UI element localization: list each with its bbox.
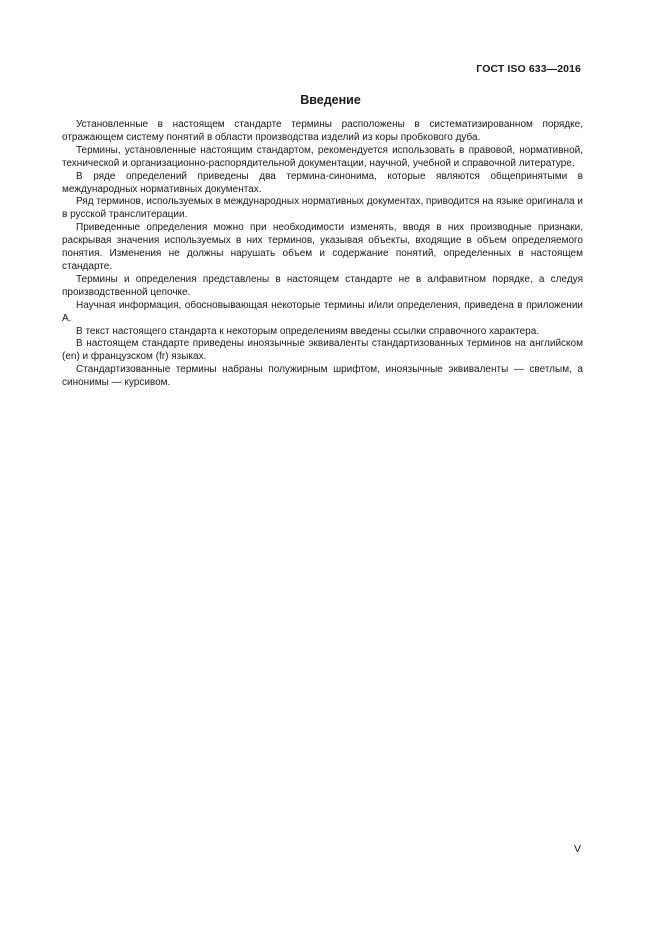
introduction-body — [62, 119, 583, 390]
section-title: Введение — [300, 93, 361, 107]
document-header-code: ГОСТ ISO 633—2016 — [476, 63, 581, 75]
paragraph: В настоящем стандарте приведены иноязычные эквиваленты стандартизованных терминов на английском (en) и французском (fr) языках. — [62, 338, 583, 363]
paragraph: Термины, установленные настоящим стандартом, рекомендуется использовать в правовой, нормативной, технической и организационно-распорядительной документации, научной, учебной и справочной литературе. — [62, 144, 583, 169]
page-number: V — [573, 843, 581, 855]
paragraph: Научная информация, обосновывающая некоторые термины и/или определения, приведена в приложении А. — [62, 299, 583, 324]
paragraph: Стандартизованные термины набраны полужирным шрифтом, иноязычные эквиваленты — светлым, а синонимы — курсивом. — [62, 364, 583, 389]
paragraph: В текст настоящего стандарта к некоторым определениям введены ссылки справочного характера. — [76, 325, 540, 337]
paragraph: В ряде определений приведены два термина-синонима, которые являются общепринятыми в международных нормативных документах. — [62, 170, 583, 195]
paragraph: Приведенные определения можно при необходимости изменять, вводя в них производные признаки, раскрывая значения используемых в них терминов, указывая объекты, входящие в объем определяемого понятия. Изменения не должны нарушать объем и содержание понятий, определенных в настоящем стандарте. — [62, 222, 583, 272]
paragraph: Ряд терминов, используемых в международных нормативных документах, приводится на языке оригинала и в русской транслитерации. — [62, 196, 583, 221]
paragraph: Установленные в настоящем стандарте термины расположены в систематизированном порядке, отражающем систему понятий в области производства изделий из коры пробкового дуба. — [62, 119, 583, 143]
paragraph: Термины и определения представлены в настоящем стандарте не в алфавитном порядке, а следуя производственной цепочке. — [62, 273, 583, 298]
